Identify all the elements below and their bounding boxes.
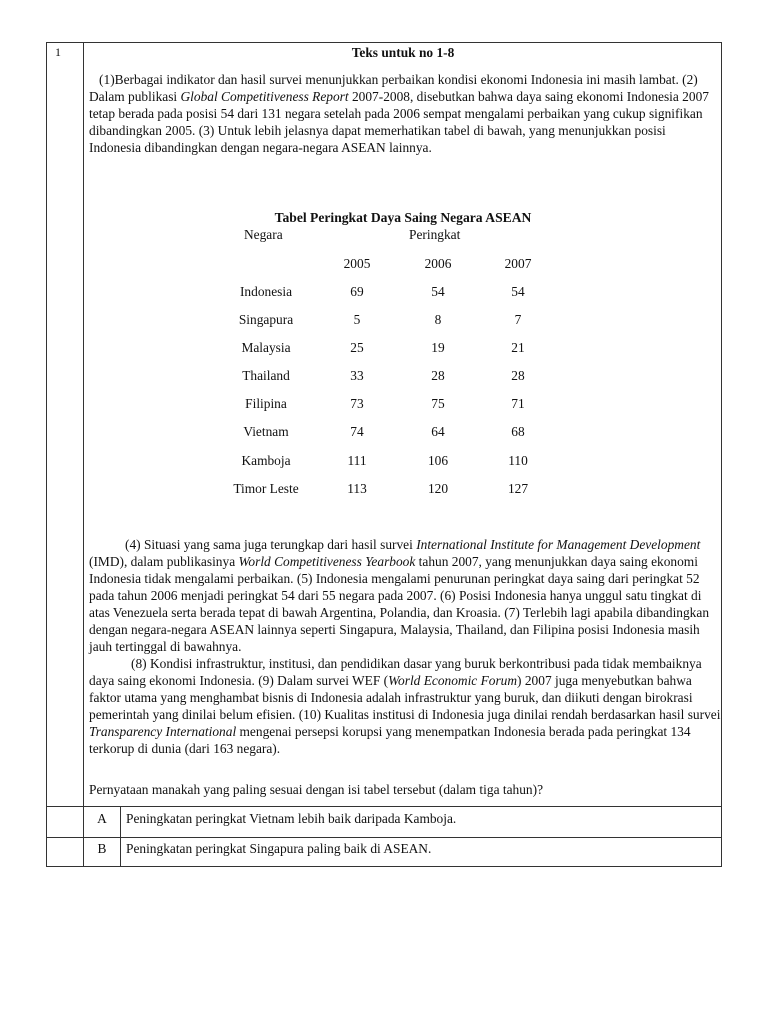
question-text: Pernyataan manakah yang paling sesuai dengan isi tabel tersebut (dalam tiga tahun)? [89,782,544,797]
cell-2007: 21 [511,340,525,355]
table-row [0,423,768,441]
cell-2005: 74 [350,424,364,439]
cell-2007: 127 [507,481,529,496]
p2-text-d: World Competitiveness Yearbook [238,554,416,569]
cell-2005: 25 [350,340,364,355]
p2-text-g: World Economic Forum [388,673,518,688]
p1-text-c: 2007-2008, disebutkan bahwa daya saing ekonomi Indonesia 2007 tetap berada pada posisi 54 dari 131 negara setelah pada 2006 sempat mengalami perbaikan yang cukup signifikan dibandingkan 2005. (3) Untuk lebih jelasnya dapat memerhatikan tabel di bawah, yang menunjukkan posisi Indonesia dibandingkan dengan negara-negara ASEAN lainnya. [89,89,709,155]
cell-country: Filipina [245,396,287,411]
cell-2007: 54 [511,284,525,299]
cell-2005: 5 [353,312,361,327]
passage-paragraph-2 [89,536,721,757]
row-divider-question [46,806,722,807]
cell-country: Vietnam [243,424,289,439]
table-header-year-2006: 2006 [424,256,452,271]
p1-text-b: Global Competitiveness Report [180,89,349,104]
option-letter: B [97,841,107,856]
cell-2006: 8 [434,312,442,327]
p1-text-a: (1)Berbagai indikator dan hasil survei menunjukkan perbaikan kondisi ekonomi Indonesia ini masih lambat. (2) Dalam publikasi [89,72,698,104]
cell-country: Singapura [238,312,294,327]
cell-2006: 19 [431,340,445,355]
cell-2005: 73 [350,396,364,411]
cell-2005: 33 [350,368,364,383]
table-header-country: Negara [244,227,283,242]
cell-2005: 111 [347,453,367,468]
table-row [0,311,768,329]
cell-country: Kamboja [241,453,291,468]
cell-2007: 110 [508,453,528,468]
cell-2005: 69 [350,284,364,299]
row-divider-option-a [46,837,722,838]
cell-country: Indonesia [239,284,293,299]
table-row [0,452,768,470]
p2-text-c: (IMD), dalam publikasinya [89,554,239,569]
table-row [0,395,768,413]
table-header-rank: Peringkat [409,227,461,242]
question-number: 1 [55,45,61,59]
cell-country: Malaysia [241,340,291,355]
cell-2007: 71 [511,396,525,411]
cell-country: Thailand [242,368,290,383]
p2-text-e: tahun 2007, yang menunjukkan daya saing ekonomi Indonesia tidak mengalami perbaikan. (5) Indonesia mengalami penurunan peringkat daya saing dari peringkat 52 pada tahun 2006 menjadi peringkat 54 dari 55 negara pada 2007. (6) Posisi Indonesia hanya unggul satu tingkat di atas Venezuela serta berada tepat di bawah Argentina, Polandia, dan Kroasia. (7) Terlebih lagi apabila dibandingkan dengan negara-negara ASEAN lainnya seperti Singapura, Malaysia, Thailand, dan Filipina posisi Indonesia masih jauh tertinggal di bawahnya. [89,554,710,654]
cell-country: Timor Leste [233,481,299,496]
option-letter: A [97,811,107,826]
cell-2007: 28 [511,368,525,383]
table-row [0,367,768,385]
cell-2006: 64 [431,424,445,439]
table-header-year-2007: 2007 [504,256,532,271]
cell-2006: 106 [427,453,449,468]
cell-2006: 28 [431,368,445,383]
table-row [0,283,768,301]
cell-2005: 113 [347,481,367,496]
table-title: Tabel Peringkat Daya Saing Negara ASEAN [274,210,532,225]
cell-2006: 54 [431,284,445,299]
p2-text-a: (4) Situasi yang sama juga terungkap dari hasil survei [125,537,417,552]
p2-text-h: ) 2007 juga menyebutkan bahwa faktor utama yang menghambat bisnis di Indonesia adalah infrastruktur yang buruk, dan diikuti dengan birokrasi pemerintah yang dinilai belum efisien. (10) Kualitas institusi di Indonesia juga dinilai rendah berdasarkan hasil survei [89,673,721,722]
cell-2006: 75 [431,396,445,411]
table-row [0,339,768,357]
cell-2006: 120 [427,481,449,496]
option-text: Peningkatan peringkat Vietnam lebih baik daripada Kamboja. [126,811,457,826]
passage-heading: Teks untuk no 1-8 [351,45,455,60]
table-row [0,480,768,498]
cell-2007: 68 [511,424,525,439]
p2-text-f: (8) Kondisi infrastruktur, institusi, dan pendidikan dasar yang buruk berkontribusi pada tidak membaiknya daya saing ekonomi Indonesia. (9) Dalam survei WEF ( [89,656,702,688]
cell-2007: 7 [514,312,522,327]
option-text: Peningkatan peringkat Singapura paling baik di ASEAN. [126,841,432,856]
passage-paragraph-1 [89,71,721,156]
p2-text-b: International Institute for Management Development [416,537,701,552]
p2-text-j: mengenai persepsi korupsi yang menempatkan Indonesia berada pada peringkat 134 terkorup di dunia (dari 163 negara). [89,724,691,756]
p2-text-i: Transparency International [89,724,237,739]
table-header-year-2005: 2005 [343,256,371,271]
